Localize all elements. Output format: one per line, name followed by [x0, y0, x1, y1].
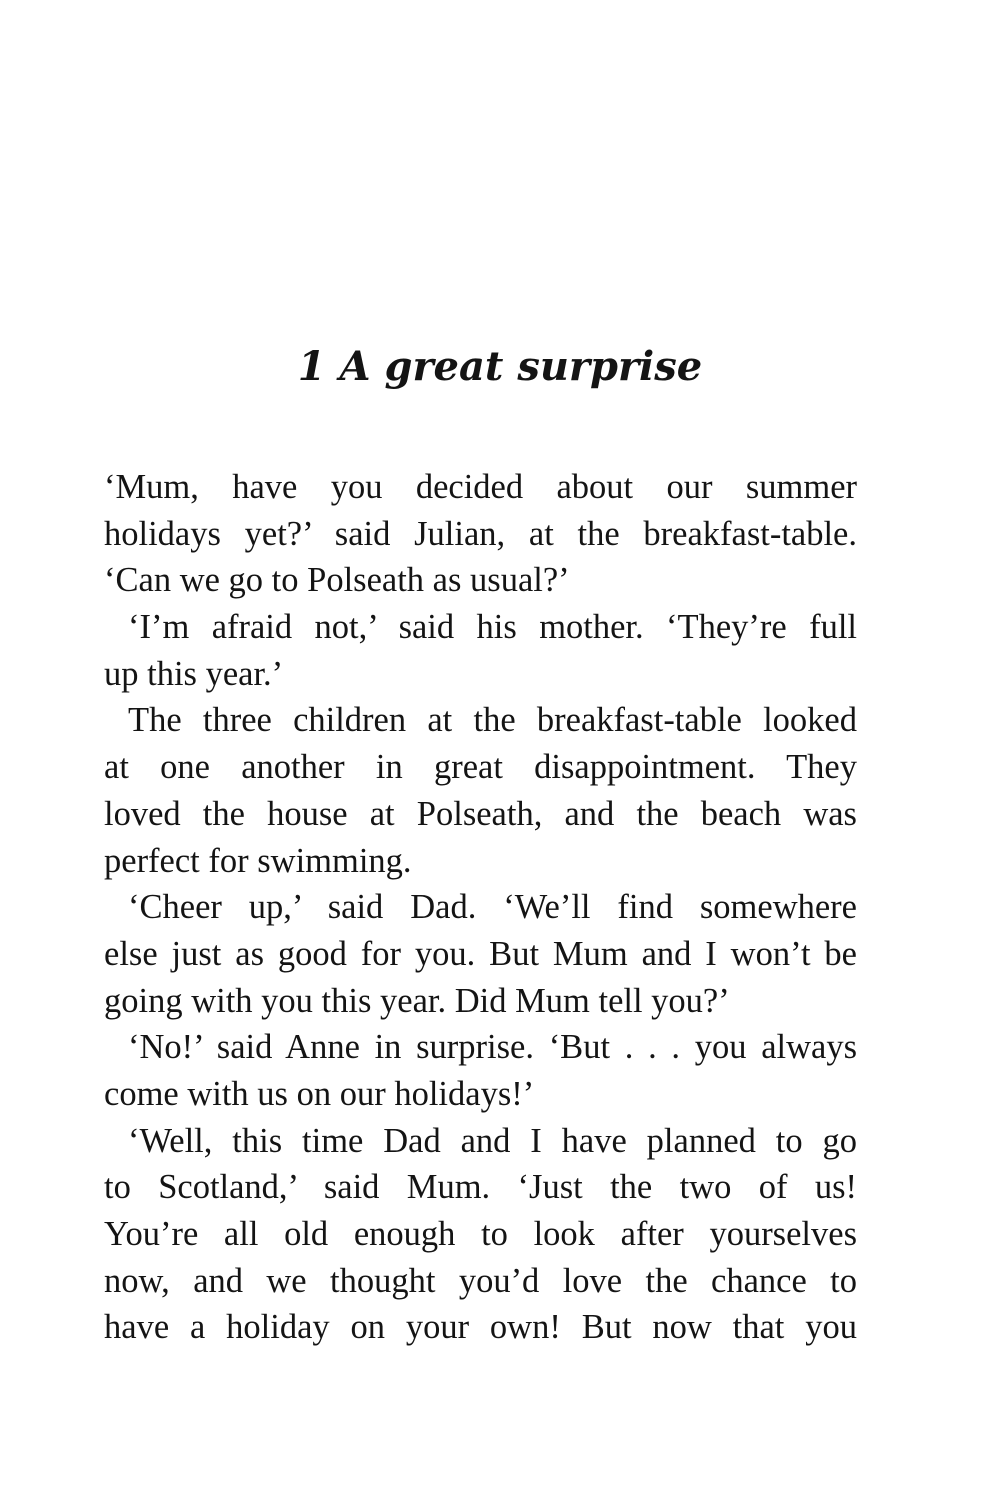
text-line: ‘Mum, have you decided about our summer — [104, 468, 857, 506]
body-text — [104, 464, 857, 1351]
text-line: else just as good for you. But Mum and I won’t be — [104, 934, 857, 973]
text-line: ‘Can we go to Polseath as usual?’ — [104, 561, 570, 600]
text-line: ‘I’m afraid not,’ said his mother. ‘They’re full — [128, 608, 857, 647]
text-line: holidays yet?’ said Julian, at the breakfast-table. — [104, 514, 857, 553]
text-line: loved the house at Polseath, and the beach was — [104, 794, 857, 833]
text-line: perfect for swimming. — [104, 841, 412, 880]
text-line: The three children at the breakfast-table looked — [128, 701, 857, 740]
text-line: going with you this year. Did Mum tell you?’ — [104, 981, 730, 1020]
text-line: up this year.’ — [104, 654, 284, 693]
text-line: have a holiday on your own! But now that you — [104, 1308, 857, 1347]
text-line: You’re all old enough to look after yourselves — [104, 1215, 857, 1253]
chapter-title: 1 A great surprise — [297, 342, 703, 390]
text-line: ‘No!’ said Anne in surprise. ‘But . . . you always — [128, 1028, 857, 1067]
text-line: at one another in great disappointment. They — [104, 748, 857, 787]
text-line: now, and we thought you’d love the chance to — [104, 1261, 857, 1300]
text-line: come with us on our holidays!’ — [104, 1074, 535, 1113]
text-line: to Scotland,’ said Mum. ‘Just the two of us! — [104, 1168, 857, 1207]
text-line: ‘Cheer up,’ said Dad. ‘We’ll find somewhere — [128, 888, 857, 927]
text-line: ‘Well, this time Dad and I have planned to go — [128, 1121, 857, 1160]
